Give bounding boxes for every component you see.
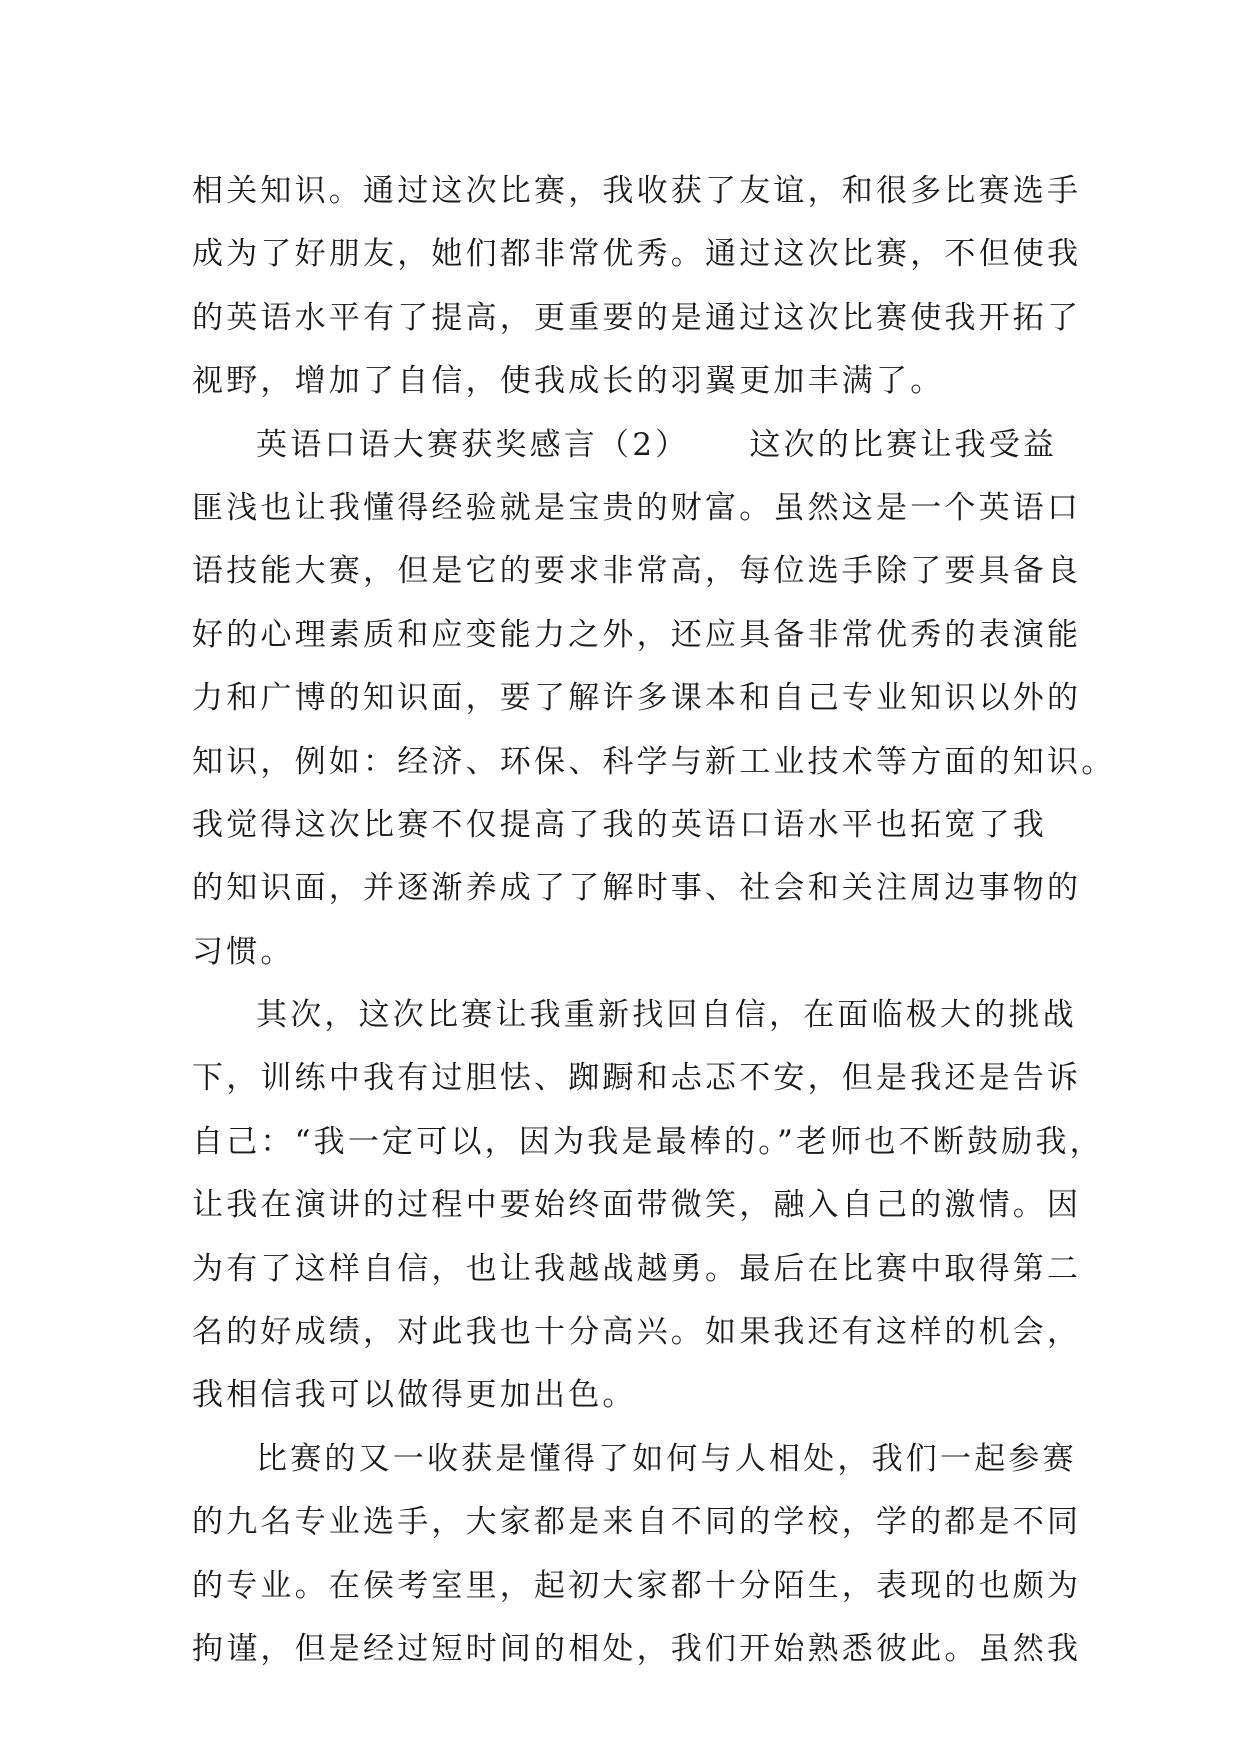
text-line: 我相信我可以做得更加出色。 <box>192 1377 637 1414</box>
text-line: 匪浅也让我懂得经验就是宝贵的财富。虽然这是一个英语口 <box>192 489 1082 526</box>
text-line: 名的好成绩，对此我也十分高兴。如果我还有这样的机会， <box>192 1314 1082 1351</box>
paragraph-start-line: 比赛的又一收获是懂得了如何与人相处，我们一起参赛 <box>256 1440 1077 1477</box>
paragraph-start-line: 其次，这次比赛让我重新找回自信，在面临极大的挑战 <box>256 997 1077 1034</box>
text-line: 的英语水平有了提高，更重要的是通过这次比赛使我开拓了 <box>192 299 1082 336</box>
text-line: 成为了好朋友，她们都非常优秀。通过这次比赛，不但使我 <box>192 236 1082 273</box>
text-line: 让我在演讲的过程中要始终面带微笑，融入自己的激情。因 <box>192 1187 1082 1224</box>
section-title-line <box>192 414 1072 477</box>
text-line: 力和广博的知识面，要了解许多课本和自己专业知识以外的 <box>192 680 1082 717</box>
text-line: 我觉得这次比赛不仅提高了我的英语口语水平也拓宽了我 <box>192 806 1047 843</box>
text-line: 自己：“我一定可以，因为我是最棒的。”老师也不断鼓励我， <box>192 1123 1104 1160</box>
text-line: 的知识面，并逐渐养成了了解时事、社会和关注周边事物的 <box>192 870 1082 907</box>
document-body <box>192 160 1116 1681</box>
text-line: 相关知识。通过这次比赛，我收获了友谊，和很多比赛选手 <box>192 173 1082 209</box>
text-line: 的九名专业选手，大家都是来自不同的学校，学的都是不同 <box>192 1504 1082 1541</box>
text-line: 下，训练中我有过胆怯、踟蹰和忐忑不安，但是我还是告诉 <box>192 1060 1082 1097</box>
text-line: 为有了这样自信，也让我越战越勇。最后在比赛中取得第二 <box>192 1250 1082 1287</box>
text-line: 习惯。 <box>192 933 295 970</box>
section-title: 英语口语大赛获奖感言（2） <box>256 426 690 463</box>
text-line: 语技能大赛，但是它的要求非常高，每位选手除了要具备良 <box>192 553 1082 590</box>
text-line: 视野，增加了自信，使我成长的羽翼更加丰满了。 <box>192 363 945 400</box>
text-line: 知识，例如：经济、环保、科学与新工业技术等方面的知识。 <box>192 743 1116 780</box>
text-line: 好的心理素质和应变能力之外，还应具备非常优秀的表演能 <box>192 616 1082 653</box>
text-line: 的专业。在侯考室里，起初大家都十分陌生，表现的也颇为 <box>192 1567 1082 1604</box>
section-title-continuation: 这次的比赛让我受益 <box>749 426 1058 463</box>
text-line: 拘谨，但是经过短时间的相处，我们开始熟悉彼此。虽然我 <box>192 1630 1082 1667</box>
